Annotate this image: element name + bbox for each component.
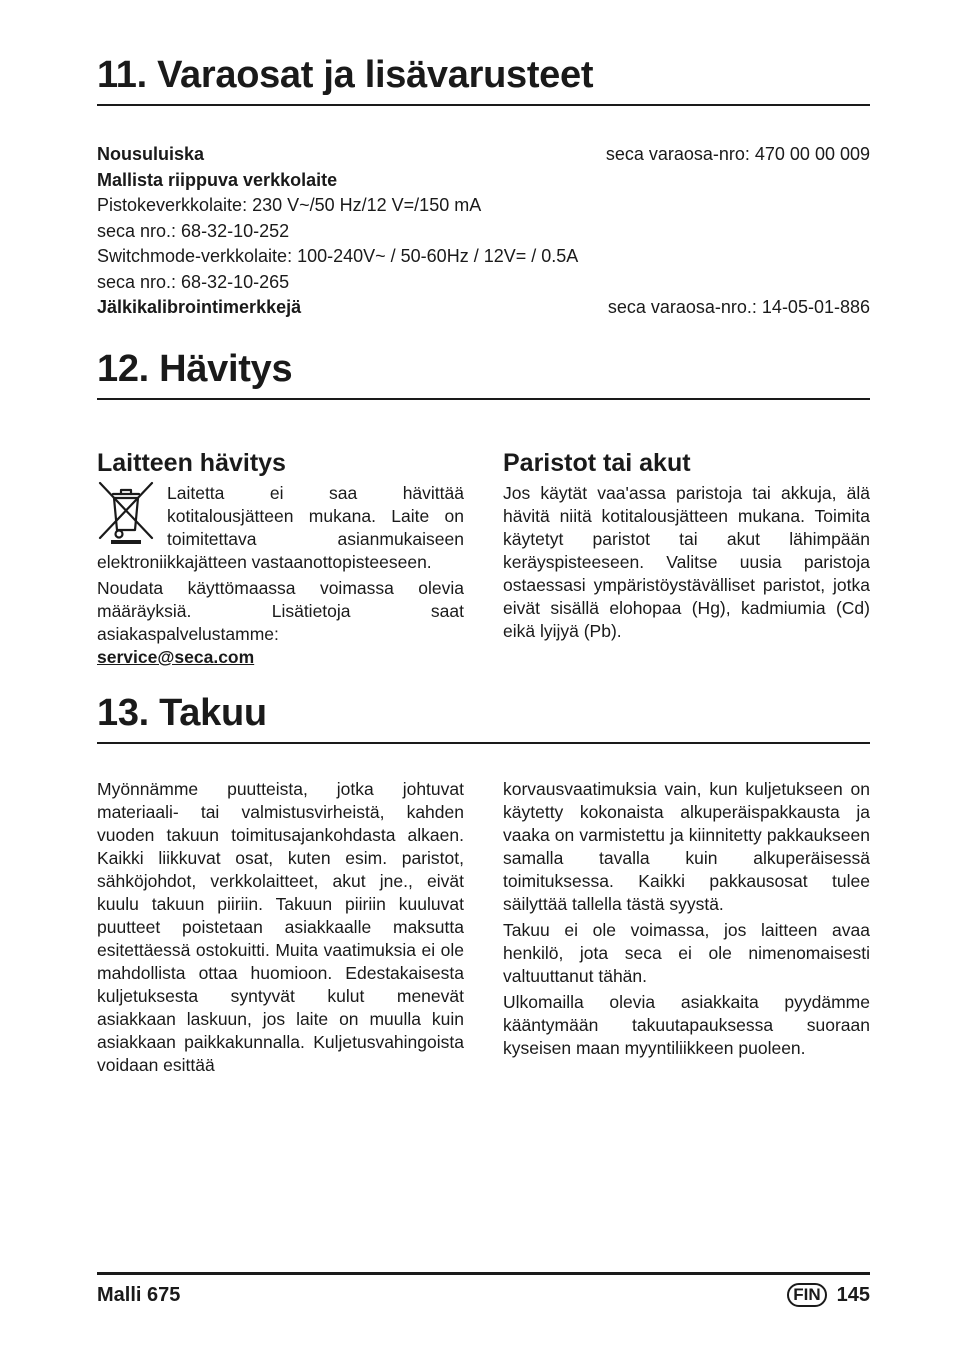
- title-rule: [97, 104, 870, 106]
- part-name: Mallista riippuva verkkolaite: [97, 169, 338, 190]
- part-detail: seca nro.: 68-32-10-265: [97, 271, 290, 292]
- part-detail: Switchmode-verkkolaite: 100-240V~ / 50-60Hz / 12V= / 0.5A: [97, 246, 579, 266]
- language-badge: FIN: [787, 1283, 826, 1307]
- disposal-columns: [97, 448, 870, 669]
- disposal-text: Laitetta ei saa hävittää kotitalousjätteen mukana. Laite on toimitettava asianmukaiseen elektroniikkajätteen vastaanottopisteeseen.: [97, 483, 464, 572]
- title-rule: [97, 398, 870, 400]
- battery-disposal: [503, 448, 870, 669]
- section-warranty: [97, 690, 870, 1077]
- support-email-link[interactable]: service@seca.com: [97, 647, 255, 667]
- part-number: seca varaosa-nro.: 14-05-01-886: [607, 297, 870, 317]
- part-name: Nousuluiska: [97, 144, 205, 164]
- device-disposal-heading: Laitteen hävitys: [97, 449, 286, 477]
- part-detail: seca nro.: 68-32-10-252: [97, 220, 290, 241]
- footer-right: [787, 1283, 870, 1307]
- parts-row: [97, 142, 870, 168]
- title-rule: [97, 742, 870, 744]
- footer-row: [97, 1283, 870, 1307]
- footer-rule: [97, 1272, 870, 1275]
- warranty-left-column: [97, 778, 464, 1077]
- page-number: 145: [836, 1283, 870, 1306]
- section-disposal: [97, 346, 870, 669]
- parts-row: [97, 168, 870, 194]
- regulations-text: Noudata käyttömaassa voimassa olevia määräyksiä. Lisätietoja saat asiakaspalvelustamme:: [97, 578, 464, 644]
- part-name: Jälkikalibrointimerkkejä: [97, 297, 302, 317]
- crossed-out-wheelie-bin-icon: [97, 480, 155, 546]
- part-number: seca varaosa-nro: 470 00 00 009: [605, 144, 870, 164]
- part-detail: Pistokeverkkolaite: 230 V~/50 Hz/12 V=/150 mA: [97, 195, 482, 215]
- device-disposal: [97, 448, 464, 669]
- section-spare-parts: [97, 52, 870, 321]
- warranty-text: Takuu ei ole voimassa, jos laitteen avaa henkilö, jota seca ei ole nimenomaisesti valtuuttanut tähän.: [503, 920, 870, 986]
- model-label: Malli 675: [97, 1283, 181, 1306]
- warranty-text: korvausvaatimuksia vain, kun kuljetukseen on käytetty kokonaista alkuperäispakkausta ja vaaka on varmistettu ja kiinnitetty pakkaukseen samalla tavalla kuin alkuperäisessä toimituksessa. Kaikki pakkausosat tulee säilyttää tallella tästä syystä.: [503, 779, 870, 914]
- warranty-text: Myönnämme puutteista, jotka johtuvat materiaali- tai valmistusvirheistä, kahden vuoden takuun toimitusajankohdasta alkaen. Kaikki liikkuvat osat, kuten esim. paristot, sähköjohdot, verkkolaitteet, akut jne., eivät kuulu takuun piiriin. Takuun piiriin kuuluvat puutteet poistetaan asiakkaalle maksutta esitettäessä ostokuitti. Muita vaatimuksia ei ole mahdollista ottaa huomioon. Edestakaisesta kuljetuksesta syntyvät kulut menevät asiakkaan laskuun, jos laite on muulla kuin asiakkaan paikkakunnalla. Kuljetusvahingoista voidaan esittää: [97, 779, 464, 1075]
- section-11-title: 11. Varaosat ja lisävarusteet: [97, 54, 594, 96]
- section-13-title: 13. Takuu: [97, 692, 267, 734]
- battery-text: Jos käytät vaa'assa paristoja tai akkuja, älä hävitä niitä kotitalousjätteen mukana. Toimita käytetyt paristot tai akut lähimpään keräyspisteeseen. Valitse uusia paristoja ostaessasi ympäristöystävälliset paristot, jotka eivät sisällä elohopaa (Hg), kadmiumia (Cd) eikä lyijyä (Pb).: [503, 483, 870, 641]
- warranty-columns: [97, 778, 870, 1077]
- parts-row: [97, 295, 870, 321]
- spare-parts-list: [97, 142, 870, 321]
- section-12-title: 12. Hävitys: [97, 348, 293, 390]
- battery-disposal-heading: Paristot tai akut: [503, 449, 691, 477]
- warranty-text: Ulkomailla olevia asiakkaita pyydämme kääntymään takuutapauksessa suoraan kyseisen maan myyntiliikkeen puoleen.: [503, 992, 870, 1058]
- warranty-right-column: [503, 778, 870, 1077]
- page-footer: [97, 1272, 870, 1307]
